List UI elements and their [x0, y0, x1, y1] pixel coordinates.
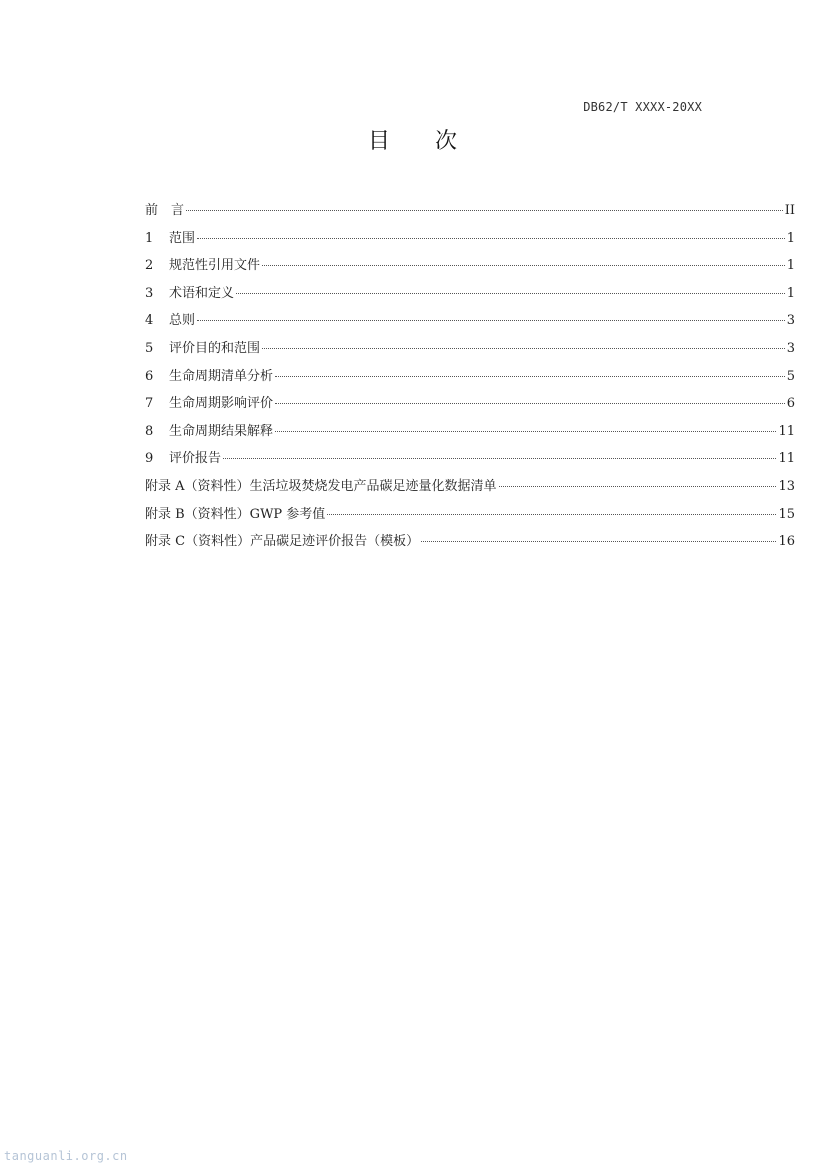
toc-leader-dots [236, 293, 785, 294]
toc-entry-page: 1 [786, 230, 795, 246]
toc-entry-impact-assessment[interactable] [145, 395, 795, 423]
toc-entry-label: 评价报告 [169, 451, 222, 467]
toc-entry-label: 附录 C（资料性）产品碳足迹评价报告（模板） [145, 534, 420, 550]
toc-entry-label: 附录 A（资料性）生活垃圾焚烧发电产品碳足迹量化数据清单 [145, 478, 497, 494]
toc-entry-number: 3 [145, 285, 154, 301]
toc-leader-dots [223, 458, 776, 459]
toc-entry-preface[interactable] [145, 202, 795, 230]
toc-leader-dots [275, 403, 785, 404]
table-of-contents [145, 202, 795, 561]
toc-entry-label: 评价目的和范围 [169, 340, 261, 356]
toc-leader-dots [499, 486, 777, 487]
toc-entry-number: 9 [145, 451, 154, 467]
toc-entry-page: 5 [786, 368, 795, 384]
toc-leader-dots [421, 541, 776, 542]
toc-entry-number: 2 [145, 258, 154, 274]
toc-leader-dots [262, 348, 785, 349]
toc-entry-number: 1 [145, 230, 154, 246]
toc-entry-page: 11 [778, 451, 795, 467]
toc-entry-appendix-b[interactable] [145, 506, 795, 534]
toc-entry-inventory-analysis[interactable] [145, 368, 795, 396]
toc-entry-number: 7 [145, 396, 154, 412]
toc-entry-interpretation[interactable] [145, 423, 795, 451]
page-title [0, 124, 826, 155]
watermark: tanguanli.org.cn [4, 1149, 128, 1163]
toc-entry-terms-definitions[interactable] [145, 285, 795, 313]
toc-entry-page: 11 [778, 423, 795, 439]
toc-entry-appendix-a[interactable] [145, 478, 795, 506]
toc-leader-dots [275, 376, 785, 377]
toc-entry-appendix-c[interactable] [145, 533, 795, 561]
toc-leader-dots [275, 431, 776, 432]
toc-entry-number: 4 [145, 313, 154, 329]
document-code: DB62/T XXXX-20XX [583, 100, 702, 114]
page-title-part-2: 次 [435, 129, 459, 154]
toc-entry-report[interactable] [145, 450, 795, 478]
toc-entry-page: 1 [786, 258, 795, 274]
toc-entry-scope[interactable] [145, 230, 795, 258]
toc-leader-dots [197, 238, 785, 239]
toc-leader-dots [186, 210, 783, 211]
toc-entry-label: 生命周期清单分析 [169, 368, 274, 384]
toc-entry-label: 附录 B（资料性）GWP 参考值 [145, 506, 326, 522]
toc-entry-label: 生命周期影响评价 [169, 396, 274, 412]
toc-entry-page: 3 [786, 340, 795, 356]
toc-entry-label: 前 言 [145, 203, 185, 218]
toc-leader-dots [327, 514, 776, 515]
toc-entry-label: 范围 [169, 230, 196, 246]
toc-entry-page: II [784, 203, 795, 218]
toc-entry-number: 8 [145, 423, 154, 439]
toc-entry-page: 15 [778, 506, 795, 522]
toc-leader-dots [197, 320, 785, 321]
toc-entry-general[interactable] [145, 312, 795, 340]
toc-entry-page: 1 [786, 285, 795, 301]
toc-entry-page: 3 [786, 313, 795, 329]
toc-entry-normative-references[interactable] [145, 257, 795, 285]
toc-entry-label: 总则 [169, 313, 196, 329]
toc-entry-page: 13 [778, 478, 795, 494]
toc-entry-number: 6 [145, 368, 154, 384]
toc-leader-dots [262, 265, 785, 266]
page-title-part-1: 目 [367, 129, 391, 154]
toc-entry-page: 6 [786, 396, 795, 412]
toc-entry-goal-scope[interactable] [145, 340, 795, 368]
toc-entry-label: 规范性引用文件 [169, 258, 261, 274]
toc-entry-label: 生命周期结果解释 [169, 423, 274, 439]
toc-entry-label: 术语和定义 [169, 285, 235, 301]
toc-entry-number: 5 [145, 340, 154, 356]
toc-entry-page: 16 [778, 534, 795, 550]
